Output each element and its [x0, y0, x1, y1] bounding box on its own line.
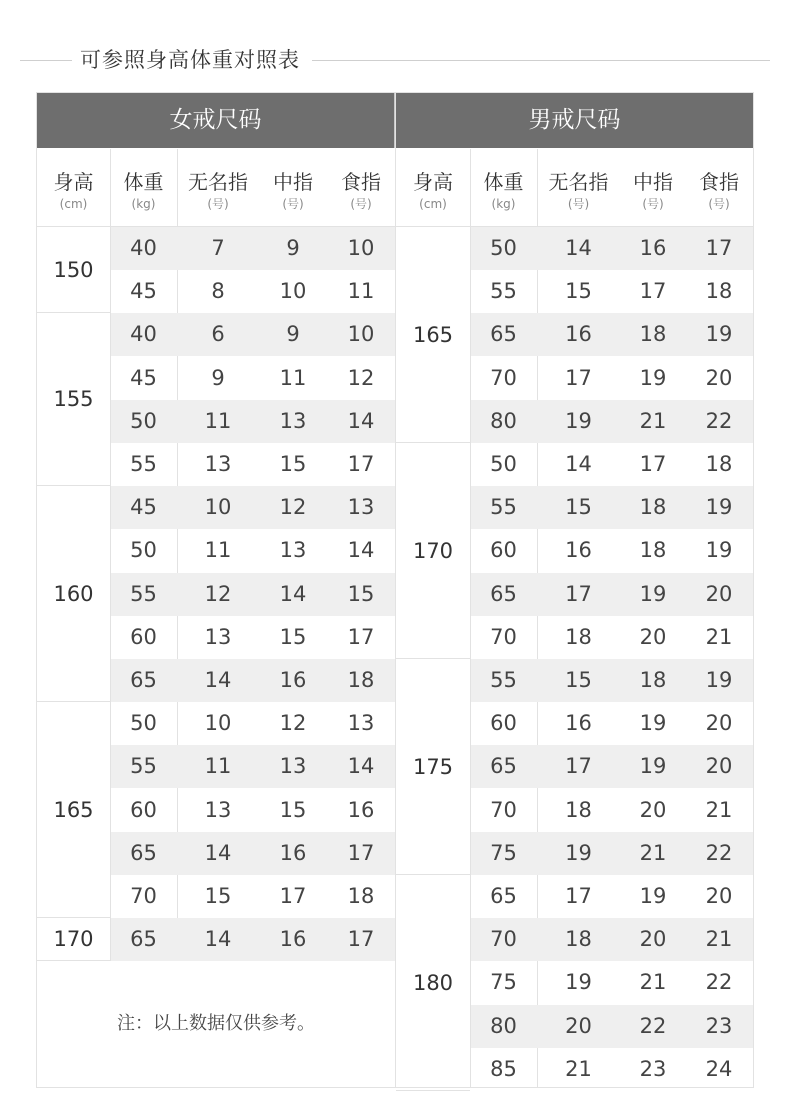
- women-cell-weight: 60: [130, 624, 157, 649]
- women-col-name: 身高: [53, 170, 94, 194]
- men-cell-ring: 20: [565, 1013, 592, 1038]
- women-col-head-0: [37, 149, 110, 227]
- table-row: [471, 227, 753, 270]
- men-cell-ring: 16: [565, 322, 592, 347]
- men-cell-index: 21: [705, 624, 733, 649]
- women-table-note: 注：以上数据仅供参考。: [117, 1013, 315, 1035]
- men-col-name: 食指: [699, 170, 739, 194]
- men-height-cell: 180: [396, 875, 470, 1091]
- table-row: [471, 875, 753, 918]
- women-cell-ring: 9: [211, 365, 225, 390]
- men-col-unit: (号): [567, 197, 590, 211]
- women-cell-middle: 16: [279, 927, 307, 952]
- table-row: [471, 573, 753, 616]
- women-cell-index: 10: [347, 322, 375, 347]
- men-cell-weight: 85: [490, 1056, 517, 1081]
- men-cell-weight: 75: [490, 970, 517, 995]
- men-cell-weight: 55: [490, 668, 517, 692]
- men-cell-middle: 18: [639, 668, 667, 692]
- women-cell-middle: 9: [286, 236, 300, 260]
- men-cell-ring: 19: [565, 840, 592, 865]
- women-cell-weight: 65: [130, 840, 157, 865]
- men-cell-weight: 70: [490, 365, 517, 390]
- men-cell-index: 19: [705, 538, 733, 563]
- men-cell-ring: 14: [565, 452, 592, 476]
- women-col-unit: (kg): [131, 197, 156, 211]
- women-cell-index: 16: [347, 797, 375, 822]
- table-row: [111, 357, 395, 400]
- men-cell-ring: 19: [565, 408, 592, 433]
- men-height-cell: 165: [396, 227, 470, 443]
- women-cell-index: 17: [347, 624, 375, 649]
- men-cell-middle: 23: [639, 1056, 667, 1081]
- men-col-head-2: [537, 149, 620, 227]
- men-cell-ring: 21: [565, 1056, 592, 1081]
- men-cell-middle: 22: [639, 1013, 667, 1038]
- men-cell-ring: 18: [565, 797, 592, 822]
- women-col-unit: (号): [282, 197, 304, 211]
- women-cell-middle: 16: [279, 840, 307, 865]
- men-cell-weight: 60: [490, 538, 517, 563]
- men-cell-middle: 20: [639, 624, 667, 649]
- men-col-unit: (cm): [419, 197, 447, 211]
- men-cell-ring: 18: [565, 927, 592, 952]
- women-cell-ring: 12: [204, 581, 232, 606]
- table-row: [111, 616, 395, 659]
- women-cell-weight: 40: [130, 236, 157, 260]
- men-cell-ring: 14: [565, 236, 592, 260]
- women-cell-ring: 8: [211, 279, 225, 304]
- women-cell-ring: 6: [211, 322, 225, 347]
- women-cell-index: 17: [347, 452, 375, 476]
- men-cell-ring: 16: [565, 711, 592, 736]
- men-cell-index: 22: [705, 408, 733, 433]
- women-col-name: 无名指: [188, 170, 248, 194]
- men-col-head-4: [686, 149, 752, 227]
- men-cell-weight: 65: [490, 581, 517, 606]
- title-divider-right: [312, 60, 770, 61]
- women-cell-weight: 50: [130, 711, 157, 736]
- women-cell-middle: 9: [286, 322, 300, 347]
- women-cell-weight: 55: [130, 754, 157, 779]
- women-cell-ring: 14: [204, 927, 232, 952]
- table-row: [471, 400, 753, 443]
- women-col-unit: (号): [350, 197, 372, 211]
- table-row: [471, 659, 753, 702]
- women-cell-index: 11: [347, 279, 375, 304]
- women-col-name: 体重: [123, 170, 164, 194]
- men-cell-middle: 21: [639, 840, 667, 865]
- men-cell-index: 19: [705, 495, 733, 520]
- men-cell-weight: 65: [490, 884, 517, 908]
- men-col-name: 体重: [483, 170, 524, 194]
- table-row: [111, 875, 395, 918]
- title-divider-left: [20, 60, 72, 61]
- women-cell-ring: 10: [204, 711, 232, 736]
- men-cell-weight: 65: [490, 754, 517, 779]
- men-cell-weight: 50: [490, 236, 517, 260]
- women-cell-index: 17: [347, 927, 375, 952]
- men-cell-weight: 70: [490, 797, 517, 822]
- women-cell-index: 17: [347, 840, 375, 865]
- women-cell-weight: 55: [130, 452, 157, 476]
- women-cell-ring: 11: [204, 754, 232, 779]
- women-cell-weight: 40: [130, 322, 157, 347]
- table-row: [111, 227, 395, 270]
- table-row: [471, 313, 753, 356]
- men-cell-middle: 21: [639, 408, 667, 433]
- women-cell-ring: 13: [204, 624, 232, 649]
- women-cell-ring: 13: [204, 797, 232, 822]
- women-cell-middle: 15: [279, 624, 307, 649]
- men-cell-middle: 18: [639, 495, 667, 520]
- men-height-cell: 175: [396, 659, 470, 875]
- table-row: [111, 659, 395, 702]
- men-cell-ring: 15: [565, 279, 592, 304]
- title-bar: [0, 30, 790, 70]
- men-cell-middle: 19: [639, 884, 667, 908]
- men-cell-ring: 15: [565, 668, 592, 692]
- women-cell-weight: 55: [130, 581, 157, 606]
- women-cell-ring: 11: [204, 408, 232, 433]
- men-cell-weight: 80: [490, 408, 517, 433]
- men-cell-index: 17: [705, 236, 733, 260]
- women-cell-ring: 13: [204, 452, 232, 476]
- women-cell-index: 12: [347, 365, 375, 390]
- women-cell-index: 14: [347, 408, 375, 433]
- women-col-name: 中指: [273, 170, 313, 194]
- men-cell-weight: 55: [490, 495, 517, 520]
- men-cell-middle: 19: [639, 365, 667, 390]
- men-cell-index: 20: [705, 365, 733, 390]
- women-col-name: 食指: [341, 170, 381, 194]
- men-cell-ring: 16: [565, 538, 592, 563]
- women-cell-index: 10: [347, 236, 375, 260]
- women-cell-weight: 50: [130, 408, 157, 433]
- men-col-unit: (号): [642, 197, 664, 211]
- table-row: [471, 1048, 753, 1091]
- men-cell-index: 19: [705, 322, 733, 347]
- men-col-head-0: [396, 149, 470, 227]
- women-cell-weight: 45: [130, 279, 157, 304]
- men-cell-ring: 17: [565, 754, 592, 779]
- women-size-table: [36, 92, 396, 1088]
- table-row: [471, 1005, 753, 1048]
- table-row: [471, 961, 753, 1004]
- men-cell-middle: 21: [639, 970, 667, 995]
- men-cell-weight: 80: [490, 1013, 517, 1038]
- women-height-cell: 160: [37, 486, 110, 702]
- men-cell-weight: 50: [490, 452, 517, 476]
- women-cell-middle: 10: [279, 279, 307, 304]
- table-row: [111, 529, 395, 572]
- men-cell-index: 24: [705, 1056, 733, 1081]
- men-col-unit: (号): [708, 197, 730, 211]
- women-cell-middle: 15: [279, 797, 307, 822]
- men-cell-middle: 19: [639, 754, 667, 779]
- women-cell-ring: 10: [204, 495, 232, 520]
- women-cell-ring: 11: [204, 538, 232, 563]
- men-cell-ring: 18: [565, 624, 592, 649]
- women-cell-ring: 14: [204, 668, 232, 692]
- table-row: [471, 702, 753, 745]
- women-cell-weight: 70: [130, 884, 157, 908]
- women-cell-middle: 17: [279, 884, 307, 908]
- women-col-head-1: [110, 149, 177, 227]
- men-cell-index: 19: [705, 668, 733, 692]
- page-title: 可参照身高体重对照表: [80, 48, 300, 72]
- women-height-cell: 165: [37, 702, 110, 918]
- women-cell-middle: 14: [279, 581, 307, 606]
- table-row: [111, 702, 395, 745]
- men-cell-middle: 20: [639, 927, 667, 952]
- women-cell-weight: 65: [130, 927, 157, 952]
- table-row: [111, 573, 395, 616]
- women-cell-ring: 15: [204, 884, 232, 908]
- men-cell-index: 18: [705, 452, 733, 476]
- women-cell-middle: 15: [279, 452, 307, 476]
- table-row: [111, 918, 395, 961]
- men-col-head-3: [620, 149, 686, 227]
- men-cell-ring: 17: [565, 884, 592, 908]
- table-row: [471, 529, 753, 572]
- women-col-unit: (cm): [59, 197, 88, 211]
- men-cell-index: 22: [705, 840, 733, 865]
- table-row: [471, 616, 753, 659]
- men-cell-ring: 17: [565, 581, 592, 606]
- women-col-head-3: [259, 149, 327, 227]
- table-row: [471, 270, 753, 313]
- men-cell-weight: 70: [490, 927, 517, 952]
- table-row: [471, 918, 753, 961]
- women-cell-index: 14: [347, 538, 375, 563]
- table-row: [111, 789, 395, 832]
- women-cell-index: 18: [347, 668, 375, 692]
- men-cell-weight: 55: [490, 279, 517, 304]
- table-row: [471, 443, 753, 486]
- women-col-unit: (号): [207, 197, 229, 211]
- men-cell-middle: 16: [639, 236, 667, 260]
- table-row: [111, 443, 395, 486]
- men-cell-index: 20: [705, 884, 733, 908]
- table-row: [111, 832, 395, 875]
- men-cell-middle: 20: [639, 797, 667, 822]
- women-cell-weight: 50: [130, 538, 157, 563]
- men-cell-middle: 19: [639, 711, 667, 736]
- table-row: [111, 745, 395, 788]
- men-cell-middle: 19: [639, 581, 667, 606]
- table-row: [471, 486, 753, 529]
- women-cell-index: 14: [347, 754, 375, 779]
- men-cell-index: 20: [705, 711, 733, 736]
- men-col-name: 身高: [413, 170, 453, 194]
- men-cell-middle: 17: [639, 452, 667, 476]
- women-col-head-2: [177, 149, 259, 227]
- men-col-head-1: [470, 149, 537, 227]
- women-cell-weight: 45: [130, 365, 157, 390]
- women-cell-ring: 7: [211, 236, 225, 260]
- men-cell-index: 20: [705, 754, 733, 779]
- women-height-cell: 150: [37, 227, 110, 313]
- women-table-header: 女戒尺码: [37, 93, 395, 148]
- women-cell-weight: 60: [130, 797, 157, 822]
- women-col-head-4: [327, 149, 395, 227]
- men-cell-index: 22: [705, 970, 733, 995]
- women-height-cell: 155: [37, 313, 110, 486]
- women-cell-middle: 13: [279, 538, 307, 563]
- men-cell-middle: 18: [639, 322, 667, 347]
- men-col-unit: (kg): [491, 197, 516, 211]
- table-row: [471, 745, 753, 788]
- table-row: [111, 313, 395, 356]
- women-cell-middle: 11: [279, 365, 307, 390]
- men-cell-weight: 70: [490, 624, 517, 649]
- men-cell-index: 21: [705, 927, 733, 952]
- women-cell-weight: 45: [130, 495, 157, 520]
- men-cell-index: 21: [705, 797, 733, 822]
- women-cell-middle: 16: [279, 668, 307, 692]
- table-row: [111, 270, 395, 313]
- men-cell-index: 20: [705, 581, 733, 606]
- men-cell-ring: 15: [565, 495, 592, 520]
- men-cell-index: 23: [705, 1013, 733, 1038]
- men-cell-index: 18: [705, 279, 733, 304]
- men-table-header: 男戒尺码: [396, 93, 753, 148]
- women-cell-ring: 14: [204, 840, 232, 865]
- women-cell-index: 15: [347, 581, 375, 606]
- men-cell-middle: 18: [639, 538, 667, 563]
- women-height-cell: 170: [37, 918, 110, 961]
- women-cell-weight: 65: [130, 668, 157, 692]
- men-cell-ring: 19: [565, 970, 592, 995]
- table-row: [471, 832, 753, 875]
- table-row: [471, 357, 753, 400]
- men-cell-weight: 75: [490, 840, 517, 865]
- women-cell-index: 13: [347, 495, 375, 520]
- women-cell-middle: 12: [279, 711, 307, 736]
- men-col-name: 无名指: [548, 170, 609, 194]
- men-cell-weight: 60: [490, 711, 517, 736]
- women-cell-index: 13: [347, 711, 375, 736]
- table-row: [471, 789, 753, 832]
- women-cell-middle: 12: [279, 495, 307, 520]
- table-row: [111, 486, 395, 529]
- men-cell-middle: 17: [639, 279, 667, 304]
- men-cell-weight: 65: [490, 322, 517, 347]
- women-cell-index: 18: [347, 884, 375, 908]
- men-size-table: [396, 92, 754, 1088]
- women-cell-middle: 13: [279, 408, 307, 433]
- women-cell-middle: 13: [279, 754, 307, 779]
- men-height-cell: 170: [396, 443, 470, 659]
- table-row: [111, 400, 395, 443]
- men-cell-ring: 17: [565, 365, 592, 390]
- men-col-name: 中指: [633, 170, 673, 194]
